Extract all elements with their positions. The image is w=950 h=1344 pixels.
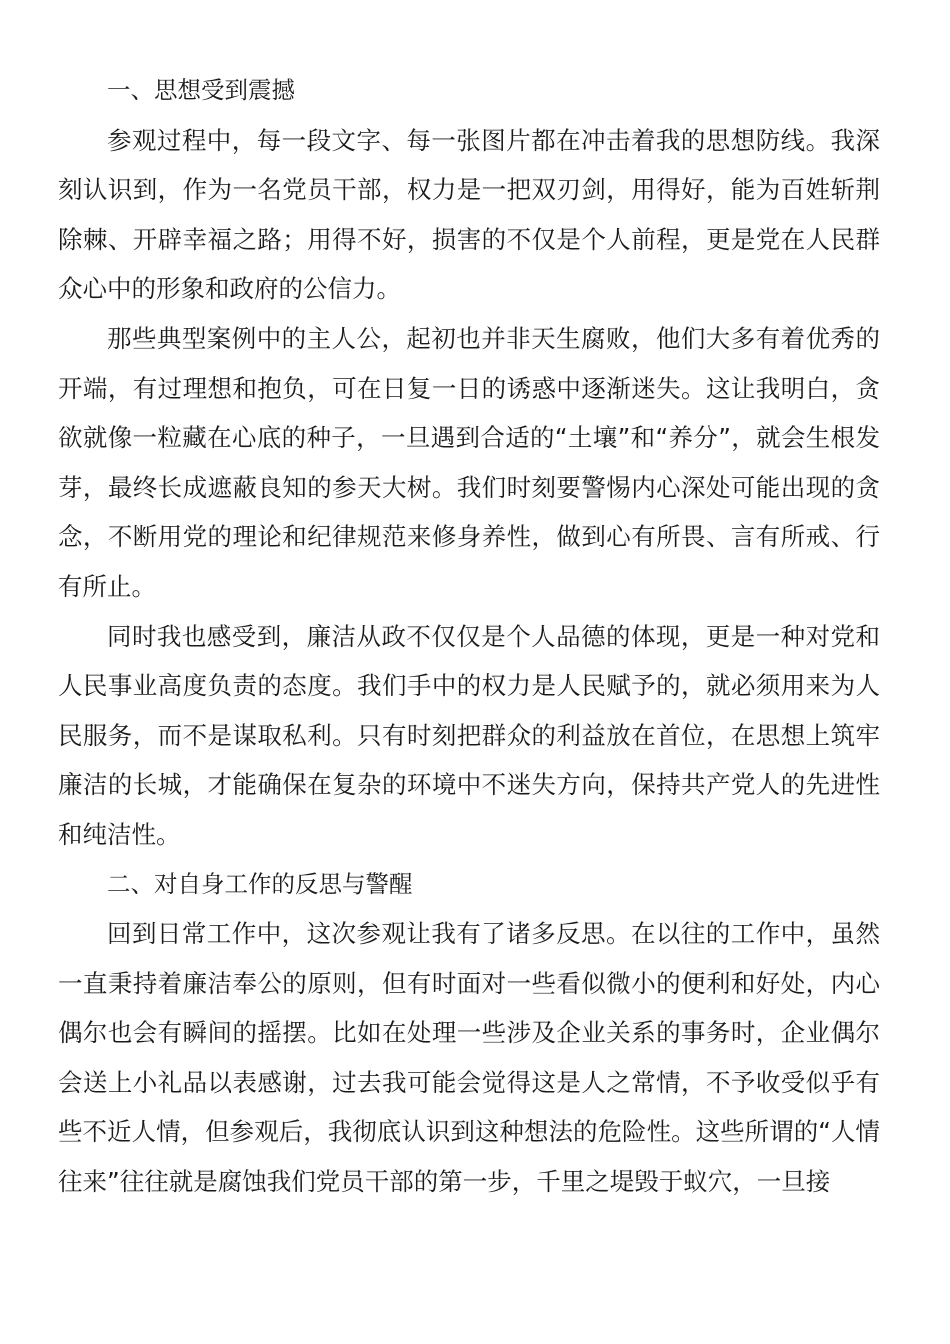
document-body xyxy=(58,66,880,1207)
section-heading-2: 二、对自身工作的反思与警醒 xyxy=(107,869,413,898)
paragraph-3: 同时我也感受到，廉洁从政不仅仅是个人品德的体现，更是一种对党和人民事业高度负责的态度。我们手中的权力是人民赋予的，就必须用来为人民服务，而不是谋取私利。只有时刻把群众的利益放在首位，在思想上筑牢廉洁的长城，才能确保在复杂的环境中不迷失方向，保持共产党人的先进性和纯洁性。 xyxy=(58,621,880,849)
section-heading-1: 一、思想受到震撼 xyxy=(107,76,295,104)
paragraph-2: 那些典型案例中的主人公，起初也并非天生腐败，他们大多有着优秀的开端，有过理想和抱负，可在日复一日的诱惑中逐渐迷失。这让我明白，贪欲就像一粒藏在心底的种子，一旦遇到合适的“土壤”和“养分”，就会生根发芽，最终长成遮蔽良知的参天大树。我们时刻要警惕内心深处可能出现的贪念，不断用党的理论和纪律规范来修身养性，做到心有所畏、言有所戒、行有所止。 xyxy=(58,323,880,601)
paragraph-1: 参观过程中，每一段文字、每一张图片都在冲击着我的思想防线。我深刻认识到，作为一名党员干部，权力是一把双刃剑，用得好，能为百姓斩荆除棘、开辟幸福之路；用得不好，损害的不仅是个人前程，更是党在人民群众心中的形象和政府的公信力。 xyxy=(58,125,880,304)
paragraph-4: 回到日常工作中，这次参观让我有了诸多反思。在以往的工作中，虽然一直秉持着廉洁奉公的原则，但有时面对一些看似微小的便利和好处，内心偶尔也会有瞬间的摇摆。比如在处理一些涉及企业关系的事务时，企业偶尔会送上小礼品以表感谢，过去我可能会觉得这是人之常情，不予收受似乎有些不近人情，但参观后，我彻底认识到这种想法的危险性。这些所谓的“人情往来”往往就是腐蚀我们党员干部的第一步，千里之堤毁于蚁穴，一旦接 xyxy=(58,919,880,1197)
